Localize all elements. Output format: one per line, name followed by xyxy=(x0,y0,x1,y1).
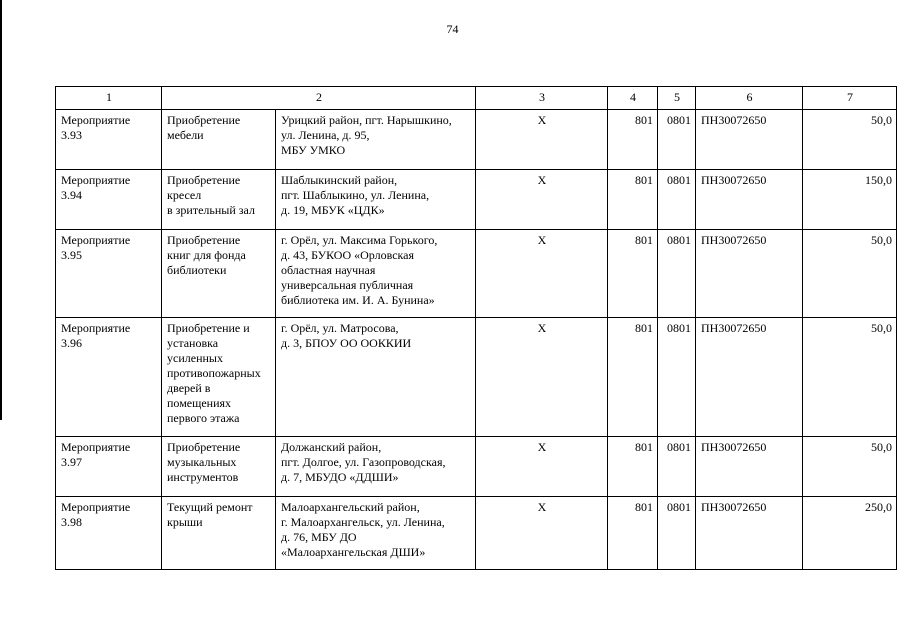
left-margin-rule xyxy=(0,0,2,420)
event-name: Приобретение мебели xyxy=(162,110,276,170)
event-address: Должанский район, пгт. Долгое, ул. Газопроводская, д. 7, МБУДО «ДДШИ» xyxy=(276,437,476,497)
cell-col7: 250,0 xyxy=(803,497,897,570)
event-code: Мероприятие 3.98 xyxy=(56,497,162,570)
cell-col6: ПН30072650 xyxy=(696,110,803,170)
measures-table xyxy=(55,86,897,570)
event-code: Мероприятие 3.97 xyxy=(56,437,162,497)
table-row xyxy=(56,497,897,570)
cell-col3: Х xyxy=(476,110,608,170)
cell-col4: 801 xyxy=(608,170,658,230)
cell-col5: 0801 xyxy=(658,437,696,497)
header-col-6: 6 xyxy=(696,87,803,110)
cell-col5: 0801 xyxy=(658,497,696,570)
cell-col4: 801 xyxy=(608,497,658,570)
cell-col7: 150,0 xyxy=(803,170,897,230)
cell-col6: ПН30072650 xyxy=(696,230,803,318)
cell-col4: 801 xyxy=(608,230,658,318)
event-name: Приобретение книг для фонда библиотеки xyxy=(162,230,276,318)
cell-col4: 801 xyxy=(608,437,658,497)
event-address: Шаблыкинский район, пгт. Шаблыкино, ул. Ленина, д. 19, МБУК «ЦДК» xyxy=(276,170,476,230)
cell-col6: ПН30072650 xyxy=(696,437,803,497)
event-code: Мероприятие 3.95 xyxy=(56,230,162,318)
event-address: г. Орёл, ул. Максима Горького, д. 43, БУКОО «Орловская областная научная универсальная публичная библиотека им. И. А. Бунина» xyxy=(276,230,476,318)
header-col-2: 2 xyxy=(162,87,476,110)
table-row xyxy=(56,318,897,437)
event-code: Мероприятие 3.96 xyxy=(56,318,162,437)
table-row xyxy=(56,110,897,170)
header-col-7: 7 xyxy=(803,87,897,110)
cell-col3: Х xyxy=(476,497,608,570)
cell-col6: ПН30072650 xyxy=(696,318,803,437)
header-col-4: 4 xyxy=(608,87,658,110)
event-code: Мероприятие 3.94 xyxy=(56,170,162,230)
cell-col7: 50,0 xyxy=(803,110,897,170)
cell-col5: 0801 xyxy=(658,318,696,437)
cell-col7: 50,0 xyxy=(803,318,897,437)
cell-col3: Х xyxy=(476,437,608,497)
table-row xyxy=(56,170,897,230)
cell-col3: Х xyxy=(476,170,608,230)
event-name: Приобретение кресел в зрительный зал xyxy=(162,170,276,230)
header-row xyxy=(56,87,897,110)
cell-col3: Х xyxy=(476,318,608,437)
event-code: Мероприятие 3.93 xyxy=(56,110,162,170)
event-name: Текущий ремонт крыши xyxy=(162,497,276,570)
table-row xyxy=(56,437,897,497)
cell-col6: ПН30072650 xyxy=(696,170,803,230)
header-col-5: 5 xyxy=(658,87,696,110)
event-name: Приобретение и установка усиленных противопожарных дверей в помещениях первого этажа xyxy=(162,318,276,437)
cell-col4: 801 xyxy=(608,318,658,437)
event-name: Приобретение музыкальных инструментов xyxy=(162,437,276,497)
table-row xyxy=(56,230,897,318)
cell-col6: ПН30072650 xyxy=(696,497,803,570)
cell-col7: 50,0 xyxy=(803,437,897,497)
header-col-1: 1 xyxy=(56,87,162,110)
cell-col3: Х xyxy=(476,230,608,318)
header-col-3: 3 xyxy=(476,87,608,110)
cell-col5: 0801 xyxy=(658,170,696,230)
page-number: 74 xyxy=(446,22,459,36)
cell-col5: 0801 xyxy=(658,230,696,318)
cell-col7: 50,0 xyxy=(803,230,897,318)
cell-col5: 0801 xyxy=(658,110,696,170)
event-address: г. Орёл, ул. Матросова, д. 3, БПОУ ОО ООККИИ xyxy=(276,318,476,437)
cell-col4: 801 xyxy=(608,110,658,170)
event-address: Малоархангельский район, г. Малоархангельск, ул. Ленина, д. 76, МБУ ДО «Малоархангельская ДШИ» xyxy=(276,497,476,570)
event-address: Урицкий район, пгт. Нарышкино, ул. Ленина, д. 95, МБУ УМКО xyxy=(276,110,476,170)
